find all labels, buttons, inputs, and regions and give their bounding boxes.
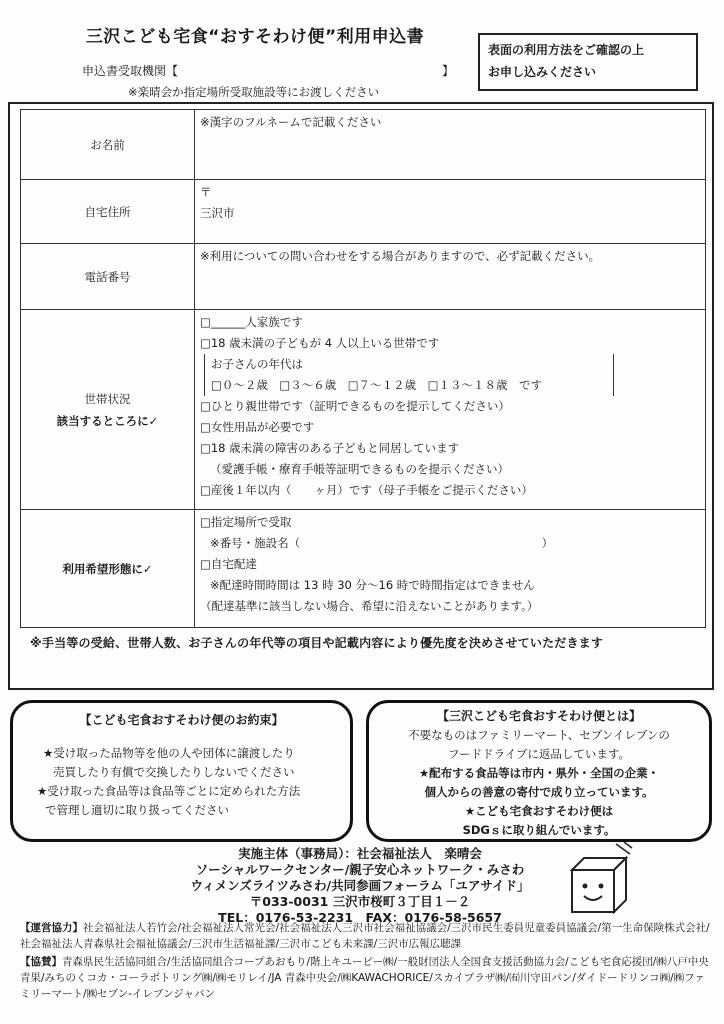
checkbox-postpartum[interactable]: □産後１年以内（ ヶ月）です（母子手帳をご提示ください） — [200, 483, 533, 497]
form-table — [20, 109, 706, 628]
organizer-block — [150, 846, 570, 926]
phone-label: 電話番号 — [21, 244, 195, 310]
address-label: 自宅住所 — [21, 180, 195, 244]
checkbox-children[interactable]: □18 歳未満の子どもが 4 人以上いる世帯です — [200, 336, 440, 350]
row-phone — [21, 244, 706, 310]
checkbox-home-delivery[interactable]: □自宅配達 — [200, 557, 257, 571]
promise-line-2: 売買したり有償で交換したりしないでください — [53, 765, 295, 779]
organizer-line-2: ソーシャルワークセンター/親子安心ネットワーク・みさわ — [195, 862, 525, 877]
notice-box — [478, 33, 698, 91]
promise-line-4: で管理し適切に取り扱ってください — [45, 803, 229, 817]
address-input[interactable] — [195, 180, 706, 244]
receiver-field[interactable] — [82, 62, 455, 79]
age-bracket — [204, 354, 614, 396]
checkbox-disability[interactable]: □18 歳未満の障害のある子どもと同居しています — [200, 441, 460, 455]
about-title: 【三沢こども宅食おすそわけ便とは】 — [436, 709, 641, 723]
about-line-6: SDGｓに取り組んでいます。 — [462, 823, 616, 837]
sponsor-tag: 【協賛】 — [20, 956, 62, 968]
organizer-line-5: TEL：0176-53-2231 FAX：0176-58-5657 — [218, 910, 502, 925]
cooperation-block — [20, 920, 710, 1002]
about-line-5: ★こども宅食おすそわけ便は — [464, 804, 614, 818]
delivery-options — [195, 510, 706, 628]
about-line-1: 不要なものはファミリーマート、セブンイレブンの — [408, 728, 670, 742]
age-title: お子さんの年代は — [211, 357, 303, 371]
postal-mark: 〒 — [200, 185, 212, 199]
name-hint: ※漢字のフルネームで記載ください — [200, 115, 382, 129]
checkbox-pickup[interactable]: □指定場所で受取 — [200, 515, 292, 529]
row-household — [21, 310, 706, 510]
organizer-line-3: ウィメンズライツみさわ/共同参画フォーラム「ユアサイド」 — [190, 878, 530, 893]
promise-box — [10, 700, 353, 842]
notice-line-2: お申し込みください — [488, 65, 597, 79]
smiling-box-icon — [566, 840, 642, 920]
household-options — [195, 310, 706, 510]
disability-note: （愛護手帳・療育手帳等証明できるものを提示ください） — [210, 462, 509, 476]
household-label-1: 世帯状況 — [84, 391, 131, 406]
age-options[interactable]: □０～２歳 □３～６歳 □７～１２歳 □１３～１８歳 です — [211, 378, 542, 392]
phone-hint: ※利用についての問い合わせをする場合がありますので、必ず記載ください。 — [200, 249, 601, 263]
application-form — [8, 102, 714, 690]
receiver-close: 】 — [442, 64, 455, 78]
operation-text: 社会福祉法人若竹会/社会福祉法人常光会/社会福祉法人三沢市社会福祉協議会/三沢市民生委員児童委員協議会/第一生命保険株式会社/社会福祉法人青森県社会福祉協議会/三沢市生活福祉課/三沢市こども未来課/三沢市広報広聴課 — [20, 922, 710, 950]
about-line-3: ★配布する食品等は市内・県外・全国の企業・ — [418, 766, 660, 780]
promise-line-1: ★受け取った品物等を他の人や団体に譲渡したり — [43, 746, 295, 760]
about-line-4: 個人からの善意の寄付で成り立っています。 — [424, 785, 654, 799]
promise-line-3: ★受け取った食品等は食品等ごとに定められた方法 — [37, 784, 301, 798]
promise-title: 【こども宅食おすそわけ便のお約束】 — [79, 713, 284, 727]
pickup-place-field[interactable]: ※番号・施設名（ ） — [210, 536, 554, 550]
home-time-note: ※配達時間時間は 13 時 30 分～16 時で時間指定はできません — [210, 578, 535, 592]
receiver-note: ※楽晴会か指定場所受取施設等にお渡しください — [128, 85, 380, 99]
organizer-line-4: 〒033-0031 三沢市桜町３丁目１－２ — [249, 894, 471, 909]
row-address — [21, 180, 706, 244]
row-delivery — [21, 510, 706, 628]
notice-line-1: 表面の利用方法をご確認の上 — [488, 43, 645, 57]
organizer-line-1: 実施主体（事務局）：社会福祉法人 楽晴会 — [238, 846, 482, 861]
page-title: 三沢こども宅食“おすそわけ便”利用申込書 — [85, 27, 425, 47]
household-label-2: 該当するところに✓ — [56, 413, 159, 428]
about-line-2: フードドライブに返品しています。 — [447, 747, 631, 761]
home-delivery-note: （配達基準に該当しない場合、希望に沿えないことがあります。） — [200, 599, 539, 613]
about-box — [366, 700, 712, 842]
receiver-label: 申込書受取機関【 — [82, 64, 179, 78]
checkbox-family[interactable]: □______人家族です — [200, 315, 303, 329]
name-label: お名前 — [21, 110, 195, 180]
priority-footnote: ※手当等の受給、世帯人数、お子さんの年代等の項目や記載内容により優先度を決めさせていただきます — [30, 636, 604, 650]
operation-tag: 【運営協力】 — [20, 922, 83, 934]
row-name — [21, 110, 706, 180]
sponsors — [20, 954, 710, 1002]
name-input[interactable] — [195, 110, 706, 180]
sponsor-text: 青森県民生活協同組合/生活協同組合コープあおもり/階上キユーピー㈱/一般財団法人全国食支援活動協力会/こども宅食応援団/㈱八戸中央青果/みちのくコカ・コーラボトリング㈱/㈱モリレイ/JA 青森中央会/㈱KAWACHORICE/スカイプラザ㈱/㈲川守田パン/ダイドードリンコ㈱/㈱ファミリーマート/㈱セブン-イレブンジャパン — [20, 956, 709, 1000]
operation-cooperation — [20, 920, 710, 952]
checkbox-single-parent[interactable]: □ひとり親世帯です（証明できるものを提示してください） — [200, 399, 510, 413]
phone-input[interactable] — [195, 244, 706, 310]
checkbox-female-products[interactable]: □女性用品が必要です — [200, 420, 315, 434]
household-label — [21, 310, 195, 510]
delivery-label: 利用希望形態に✓ — [21, 510, 195, 628]
address-value: 三沢市 — [200, 206, 235, 220]
